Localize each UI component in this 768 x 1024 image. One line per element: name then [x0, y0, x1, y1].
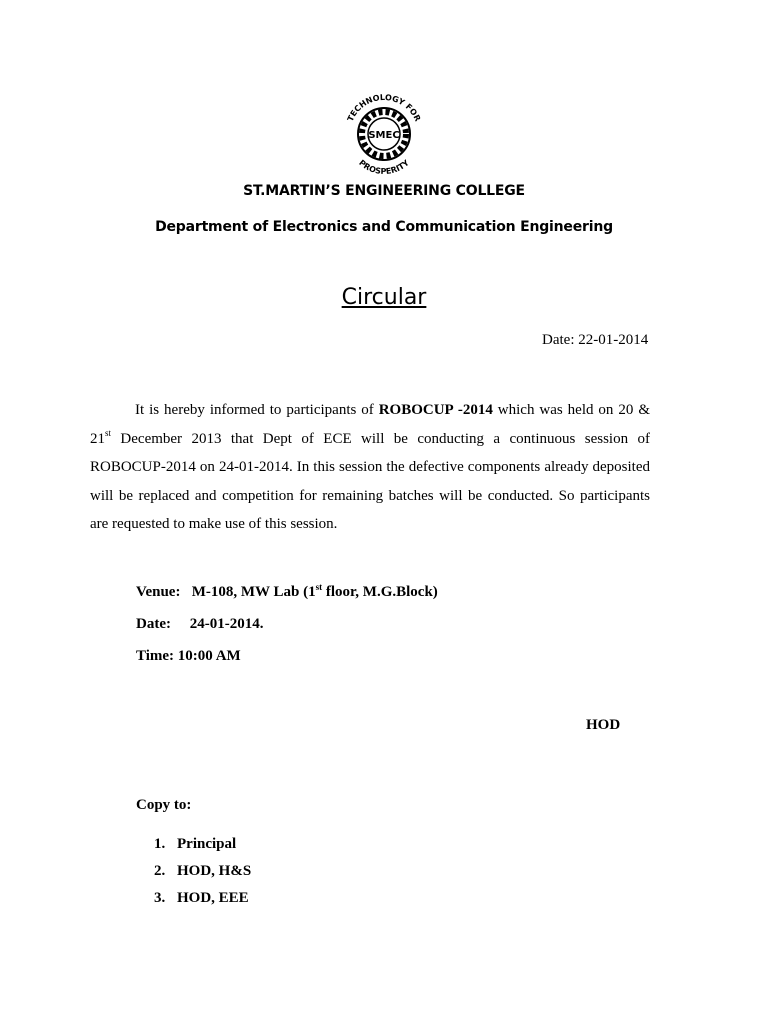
list-number: 2.	[154, 863, 166, 879]
date-label: Date:	[136, 616, 171, 632]
list-text: Principal	[177, 836, 237, 852]
list-number: 1.	[154, 836, 166, 852]
date-line	[136, 616, 263, 633]
time-line: Time: 10:00 AM	[136, 648, 241, 664]
venue-line	[136, 584, 438, 601]
list-item	[154, 836, 236, 853]
college-name: ST.MARTIN’S ENGINEERING COLLEGE	[243, 183, 525, 199]
list-text: HOD, H&S	[177, 863, 252, 879]
department-name: Department of Electronics and Communication Engineering	[155, 219, 613, 235]
floor-ordinal: st	[315, 582, 323, 592]
body-text-part1: It is hereby informed to participants of	[135, 402, 379, 418]
issue-date: Date: 22-01-2014	[542, 332, 649, 348]
copy-to-label: Copy to:	[136, 797, 192, 813]
page-title: Circular	[341, 285, 427, 310]
event-name: ROBOCUP -2014	[378, 402, 493, 418]
logo-text-bottom: PROSPERITY	[357, 158, 411, 176]
ordinal-suffix: st	[105, 427, 112, 438]
venue-value-part1: M-108, MW Lab (1	[191, 584, 316, 600]
logo-text-top: TECHNOLOGY FOR	[345, 92, 423, 123]
list-number: 3.	[154, 890, 166, 906]
body-text-part2: which was held on 20 & 21	[90, 402, 650, 447]
body-paragraph	[90, 396, 650, 539]
signatory: HOD	[586, 717, 621, 733]
college-logo	[336, 90, 432, 176]
list-item	[154, 890, 249, 907]
venue-value-part2: floor, M.G.Block)	[322, 584, 438, 600]
list-item	[154, 863, 251, 880]
body-text-part3: December 2013 that Dept of ECE will be conducting a continuous session of ROBOCUP-2014 on 24-01-2014. In this session the defective components already deposited will be replaced and competition for remaining batches will be conducted. So participants are requested to make use of this session.	[90, 430, 650, 532]
venue-label: Venue:	[136, 584, 181, 600]
date-value: 24-01-2014.	[189, 616, 264, 632]
logo-monogram: SMEC	[368, 130, 400, 141]
list-text: HOD, EEE	[177, 890, 249, 906]
